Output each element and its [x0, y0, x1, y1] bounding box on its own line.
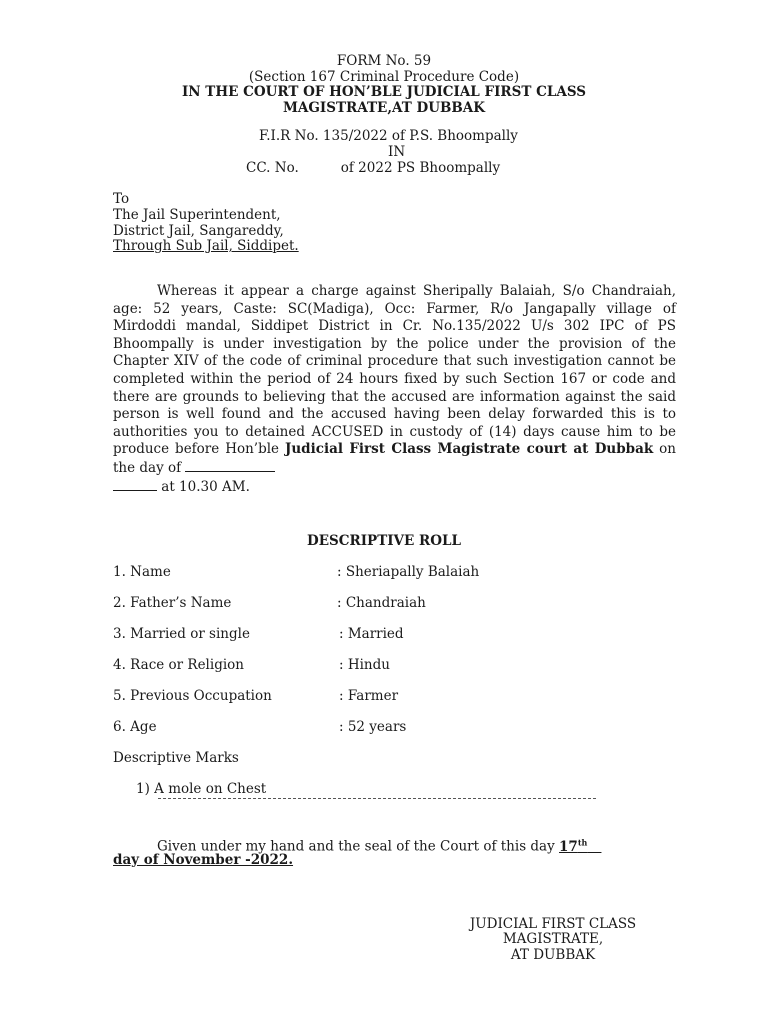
- court-title-line1: IN THE COURT OF HON’BLE JUDICIAL FIRST CLASS: [181, 84, 587, 100]
- descriptive-mark-1: 1) A mole on Chest: [136, 781, 267, 797]
- given-day-suffix: th: [577, 837, 588, 847]
- address-line2: District Jail, Sangareddy,: [113, 223, 284, 239]
- address-line1: The Jail Superintendent,: [113, 207, 281, 223]
- cc-number-line: [246, 160, 500, 176]
- form-number: FORM No. 59: [336, 53, 432, 69]
- cc-suffix: of 2022 PS Bhoompally: [340, 160, 501, 176]
- roll-label: 6. Age: [113, 719, 157, 735]
- court-title-line2: MAGISTRATE,AT DUBBAK: [282, 100, 486, 116]
- dashed-divider: [158, 798, 596, 799]
- address-line3: Through Sub Jail, Siddipet.: [113, 238, 299, 254]
- given-text: Given under my hand and the seal of the Court of this day: [157, 838, 560, 855]
- day-text: on the day of: [113, 441, 676, 476]
- roll-value: : Married: [339, 626, 404, 642]
- signature-line1: JUDICIAL FIRST CLASS: [469, 916, 637, 932]
- in-line: IN: [388, 144, 406, 160]
- time-text: at 10.30 AM.: [157, 478, 250, 495]
- roll-label: 4. Race or Religion: [113, 657, 244, 673]
- body-text: Whereas it appear a charge against Sheripally Balaiah, S/o Chandraiah, age: 52 years, Caste: SC(Madiga), Occ: Farmer, R/o Jangapally village of Mirdoddi mandal, Siddipet District in Cr. No.135/2022 U/s 302 IPC of PS Bhoompally is under investigation by the police under the provision of the Chapter XIV of the code of criminal procedure that such investigation cannot be completed within the period of 24 hours fixed by such Section 167 or code and there are grounds to believing that the accused are information against the said person is well found and the accused having been delay forwarded this is to authorities you to detained ACCUSED in custody of (14) days cause him to be produce before Hon’ble: [113, 283, 676, 458]
- descriptive-marks-label: Descriptive Marks: [113, 750, 239, 766]
- given-day-number: 17: [559, 838, 578, 855]
- fir-line: F.I.R No. 135/2022 of P.S. Bhoompally: [259, 128, 518, 144]
- roll-value: : Hindu: [339, 657, 390, 673]
- roll-label: 1. Name: [113, 564, 171, 580]
- body-paragraph: [113, 283, 676, 496]
- section-reference: (Section 167 Criminal Procedure Code): [248, 69, 520, 85]
- roll-label: 2. Father’s Name: [113, 595, 232, 611]
- day-blank: [185, 459, 275, 472]
- roll-value: : 52 years: [339, 719, 407, 735]
- address-to: To: [113, 191, 130, 207]
- given-month-line: day of November -2022.: [113, 852, 294, 868]
- signature-line3: AT DUBBAK: [510, 947, 596, 963]
- signature-line2: MAGISTRATE,: [502, 931, 604, 947]
- roll-label: 5. Previous Occupation: [113, 688, 272, 704]
- roll-value: : Sheriapally Balaiah: [337, 564, 480, 580]
- cc-prefix: CC. No.: [246, 160, 299, 176]
- court-name-bold: Judicial First Class Magistrate court at Dubbak: [284, 441, 654, 458]
- given-day: [559, 839, 601, 855]
- roll-value: : Chandraiah: [337, 595, 426, 611]
- time-blank: [113, 478, 157, 491]
- roll-label: 3. Married or single: [113, 626, 250, 642]
- descriptive-roll-title: DESCRIPTIVE ROLL: [307, 533, 461, 549]
- roll-value: : Farmer: [339, 688, 399, 704]
